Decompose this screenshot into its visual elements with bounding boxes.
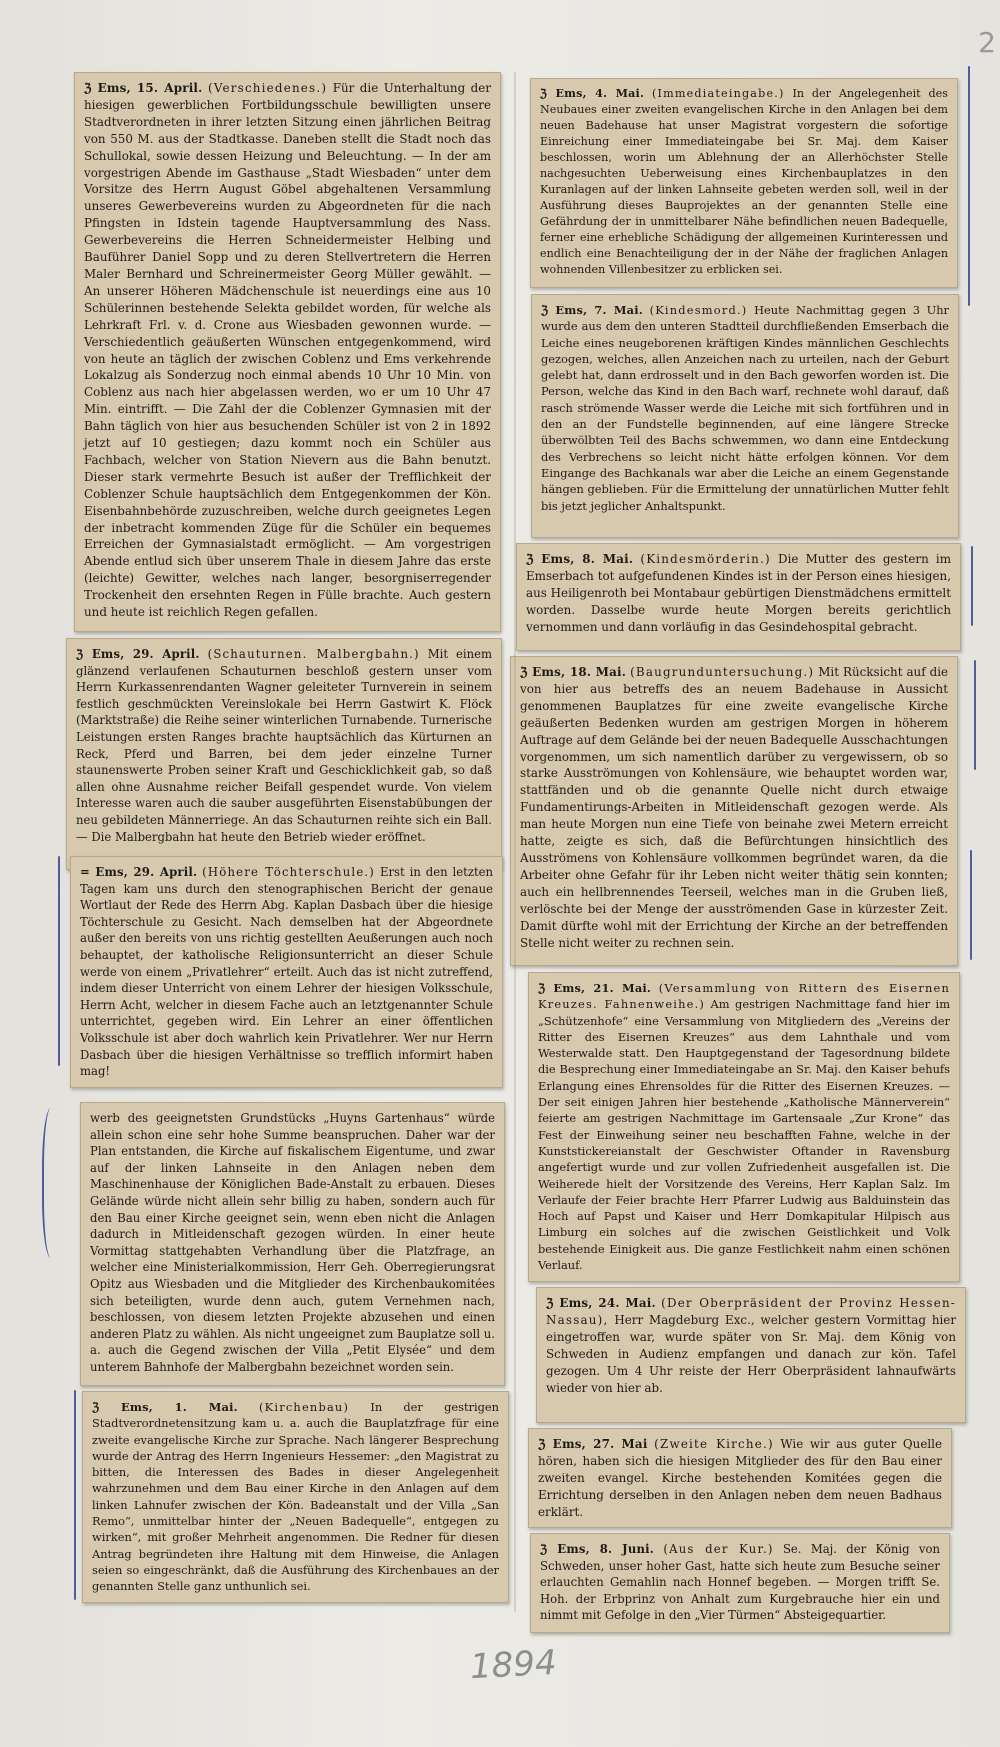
clipping-text (84, 80, 491, 621)
clipping-immediateingabe (530, 78, 958, 288)
clipping-aus-der-kur (530, 1533, 950, 1633)
clipping-dateline: ℨ Ems, 27. Mai (538, 1437, 648, 1451)
clipping-body: Mit einem glänzend verlaufenen Schauturnen beschloß gestern unser vom Herrn Kurkassenrendanten Wagner geleiteter Turnverein in seinem festlich geschmückten Vereinslokale bei Herrn Gastwirt K. Flöck (Marktstraße) die Reihe seiner winterlichen Turnabende. Turnerische Leistungen ersten Ranges brachte hauptsächlich das Kürturnen an Reck, Pferd und Barren, bei dem jeder einzelne Turner staunenswerte Proben seiner Kraft und Geschicklichkeit gab, so daß allen ohne Ausnahme reicher Beifall gespendet wurde. Von vielem Interesse waren auch die sauber ausgeführten Eisenstabübungen der neu gebildeten Männerriege. An das Schauturnen reihte sich ein Ball. — Die Malbergbahn hat heute den Betrieb wieder eröffnet. (76, 647, 493, 844)
margin-mark (514, 72, 516, 1612)
clipping-body: Für die Unterhaltung der hiesigen gewerblichen Fortbildungsschule bewilligten unsere Stadtverordneten in ihrer letzten Sitzung einen jährlichen Beitrag von 550 M. aus der Stadtkasse. Daneben stellt die Stadt noch das Schullokal, sowie dessen Heizung und Beleuchtung. — In der am vorgestrigen Abende im Gasthause „Stadt Wiesbaden“ unter dem Vorsitze des Herrn August Göbel abgehaltenen Versammlung unseres Gewerbevereins wurden zu Abgeordneten für die nach Pfingsten in Idstein tagende Hauptversammlung des Nass. Gewerbevereins die Herren Schneidermeister Helbing und Bauführer Daniel Sopp und zu deren Stellvertretern die Herren Maler Bernhard und Schreinermeister Georg Müller gewählt. — An unserer Höheren Mädchenschule ist neuerdings eine aus 10 Schülerinnen bestehende Selekta gebildet worden, für welche als Lehrkraft Frl. v. d. Crone aus Wiesbaden gewonnen wurde. — Verschiedentlich geäußerten Wünschen entgegenkommend, wird von heute an täglich der zwischen Coblenz und Ems verkehrende Lokalzug als Sonderzug noch einmal abends 10 Uhr 10 Min. von Coblenz aus nach hier abgelassen werden, wo er um 10 Uhr 47 Min. eintrifft. — Die Zahl der die Coblenzer Gymnasien mit der Bahn täglich von hier aus besuchenden Schüler ist von 2 in 1892 jetzt auf 10 gestiegen; dazu kommt noch ein Schüler aus Fachbach, welcher von Station Nievern aus die Bahn benutzt. Dieser stark vermehrte Besuch ist außer der Trefflichkeit der Coblenzer Schule hauptsächlich dem Entgegenkommen der Kön. Eisenbahnbehörde zuzuschreiben, welche durch geeignetes Legen der inbetracht kommenden Züge für die Schüler ein bequemes Erreichen der Gymnasialstadt ermöglicht. — Am vorgestrigen Abende entlud sich über unserem Thale in diesem Jahre das erste (leichte) Gewitter, welches nach langer, besorgniserregender Trockenheit den ersehnten Regen in Fülle brachte. Auch gestern und heute ist reichlich Regen gefallen. (84, 81, 492, 620)
clipping-dateline: ℨ Ems, 1. Mai. (92, 1400, 238, 1414)
margin-mark (970, 850, 972, 960)
clipping-eisernes-kreuz (528, 972, 960, 1282)
margin-mark (42, 1108, 64, 1258)
clipping-body: Erst in den letzten Tagen kam uns durch den stenographischen Bericht der genaue Wortlaut der Rede des Herrn Abg. Kaplan Dasbach über die hiesige Töchterschule zu Gesicht. Nach demselben hat der Abgeordnete außer den bereits von uns richtig gestellten Aeußerungen auch noch behauptet, der katholische Religionsunterricht an dieser Schule werde von einem „Privatlehrer“ erteilt. Auch das ist nicht zutreffend, indem dieser Unterricht von einem Lehrer der hiesigen Volksschule, Herrn Acht, welcher in diesem Fache auch an letztgenannter Schule unterrichtet, gegeben wird. Ein Lehrer an einer öffentlichen Volksschule ist aber doch wahrlich kein Privatlehrer. Wer nur Herrn Dasbach über die hiesigen Verhältnisse so trefflich informirt haben mag! (80, 865, 494, 1079)
clipping-dateline: = Ems, 29. April. (80, 865, 198, 879)
clipping-topic: (Kindesmord.) (649, 303, 748, 317)
clipping-body: werb des geeignetsten Grundstücks „Huyns Gartenhaus“ würde allein schon eine sehr hohe Summe beanspruchen. Daher war der Plan entstanden, die Kirche auf fiskalischem Eigentume, und zwar auf der linken Lahnseite in den Anlagen neben dem Maschinenhause der Königlichen Bade-Anstalt zu erbauen. Dieses Gelände würde nicht allein sehr billig zu haben, sondern auch für den Bau einer Kirche geeignet sein, wenn eben nicht die Anlagen dadurch in Mitleidenschaft gezogen würden. In einer heute Vormittag stattgehabten Verhandlung über die Platzfrage, an welcher eine Ministerialkommission, Herr Geh. Oberregierungsrat Opitz aus Wiesbaden und die Mitglieder des Kirchenbaukomitées sich beteiligten, wurde denn auch, gutem Vernehmen nach, beschlossen, von diesem letzten Projekte abzusehen und einen anderen Platz zu wählen. Als nicht ungeeignet zum Bauplatze soll u. a. auch die Gegend zwischen der Villa „Petit Elysée“ und dem unterem Bahnhofe der Malbergbahn bezeichnet worden sein. (90, 1111, 495, 1374)
clipping-kirchenbau (82, 1391, 509, 1603)
clipping-kindesmoerderin (516, 543, 961, 651)
clipping-body: In der gestrigen Stadtverordnetensitzung kam u. a. auch die Bauplatzfrage für eine zweite evangelische Kirche zur Sprache. Nach längerer Besprechung wurde der Antrag des Herrn Ingenieurs Hessemer: „den Magistrat zu bitten, die Interessen des Bades in dieser Angelegenheit wahrzunehmen und dem Bau einer Kirche in den Anlagen auf dem linken Lahnufer zwischen der Kön. Badeanstalt und der Villa „San Remo“, unmittelbar hinter der „Neuen Badequelle“, entgegen zu wirken“, mit großer Mehrheit angenommen. Die Redner für diesen Antrag begründeten ihre Haltung mit dem Hinweise, die Anlagen seien so eingeschränkt, daß die Ausführung des Kirchenbaues an der genannten Stelle ganz unthunlich sei. (92, 1400, 499, 1594)
margin-mark (968, 66, 970, 306)
clipping-dateline: ℨ Ems, 24. Mai. (546, 1296, 656, 1310)
clipping-topic: (Kirchenbau) (259, 1400, 350, 1414)
clipping-topic: (Kindesmörderin.) (640, 552, 771, 566)
clipping-body: Wie wir aus guter Quelle hören, haben sich die hiesigen Mitglieder des für den Bau einer zweiten evangel. Kirche bestehenden Komitées gegen die Errichtung derselben in den Anlagen neben dem neuen Badhaus erklärt. (538, 1437, 942, 1519)
clipping-toechterschule (70, 856, 503, 1088)
clipping-text (540, 86, 948, 278)
clipping-topic: (Aus der Kur.) (663, 1542, 774, 1556)
clipping-topic: (Immediateingabe.) (651, 87, 785, 100)
clipping-text (76, 646, 492, 845)
clipping-topic: (Verschiedenes.) (207, 81, 328, 95)
clipping-oberpraesident (536, 1287, 966, 1423)
clipping-dateline: ℨ Ems, 4. Mai. (540, 87, 645, 100)
clipping-text (520, 664, 948, 951)
handwritten-year: 1894 (469, 1642, 558, 1688)
clipping-topic: (Der Oberpräsident der Provinz Hessen-Nassau), (546, 1296, 957, 1327)
page-number: 2 (978, 26, 996, 59)
margin-mark (58, 856, 60, 1066)
clipping-text (541, 302, 949, 514)
margin-mark (74, 1390, 76, 1600)
clipping-text (538, 1436, 942, 1521)
clipping-text (538, 980, 950, 1273)
margin-mark (974, 660, 976, 770)
clipping-topic: (Versammlung von Rittern des Eisernen Kreuzes. Fahnenweihe.) (538, 981, 950, 1012)
clipping-dateline: ℨ Ems, 7. Mai. (541, 303, 643, 317)
clipping-grundstueck (80, 1102, 505, 1386)
clipping-body: Se. Maj. der König von Schweden, unser hoher Gast, hatte sich heute zum Besuche seiner erlauchten Gemahlin nach Honnef begeben. — Morgen trifft Se. Hoh. der Erbprinz von Anhalt zum Kurgebrauche hier ein und nimmt mit Gefolge in den „Vier Türmen“ Absteigequartier. (540, 1542, 940, 1623)
clipping-body: Die Mutter des gestern im Emserbach tot aufgefundenen Kindes ist in der Person eines hiesigen, aus Heiligenroth bei Montabaur gebürtigen Dienstmädchens ermittelt worden. Dasselbe wurde heute Morgen bereits gerichtlich vernommen und dann vorläufig in das Gesindehospital gebracht. (526, 552, 951, 634)
clipping-dateline: ℨ Ems, 18. Mai. (520, 665, 627, 679)
clipping-text (90, 1110, 495, 1376)
clipping-verschiedenes (74, 72, 501, 632)
clipping-text (80, 864, 493, 1080)
clipping-schauturnen (66, 638, 502, 870)
clipping-text (92, 1399, 499, 1595)
clipping-dateline: ℨ Ems, 21. Mai. (538, 981, 652, 995)
clipping-topic: (Höhere Töchterschule.) (202, 865, 376, 879)
clipping-zweite-kirche (528, 1428, 952, 1528)
clipping-dateline: ℨ Ems, 8. Juni. (540, 1542, 655, 1556)
clipping-body: In der Angelegenheit des Neubaues einer zweiten evangelischen Kirche in den Anlagen bei dem neuen Badehause hat unser Magistrat vorgestern die sofortige Einreichung einer Immediateingabe bei Sr. Maj. dem Kaiser beschlossen, worin um Ablehnung der an Allerhöchster Stelle nachgesuchten Ueberweisung eines Kirchenbauplatzes in den Kuranlagen auf der linken Lahnseite gebeten werden soll, weil in der Ausführung dieses Bauprojektes an der genannten Stelle eine Gefährdung der in unmittelbarer Nähe befindlichen neuen Badequelle, ferner eine erhebliche Schädigung der allgemeinen Kurinteressen und endlich eine Benachteiligung der in der Nähe der fraglichen Anlagen wohnenden Villenbesitzer zu erblicken sei. (540, 87, 948, 276)
clipping-body: Mit Rücksicht auf die von hier aus betreffs des an neuem Badehause in Aussicht genommenen Bauplatzes für eine zweite evangelische Kirche geäußerten Bedenken wurden am gestrigen Morgen in höherem Auftrage auf dem Gelände bei der neuen Badequelle Ausschachtungen vorgenommen, um sich namentlich darüber zu vergewissern, ob so starke Ausströmungen von Kohlensäure, wie behauptet worden war, stattfänden und ob die genannte Quelle nicht durch etwaige Fundamentirungs-Arbeiten in Mitleidenschaft gezogen werde. Als man heute Morgen nun eine Tiefe von beinahe zwei Metern erreicht hatte, zeigte es sich, daß die Befürchtungen hinsichtlich des Ausströmens von Kohlensäure vollkommen begründet waren, da die Arbeiter ohne Gefahr für ihr Leben nicht weiter thätig sein konnten; auch ein hellbrennendes Teerseil, welches man in die Gruben ließ, verlöschte bei der Menge der ausströmenden Gase in kürzester Zeit. Damit dürfte wohl mit der Errichtung der Kirche an der betreffenden Stelle nicht weiter zu rechnen sein. (520, 665, 949, 950)
margin-mark (971, 546, 973, 626)
clipping-kindesmord (531, 294, 959, 538)
clipping-text (546, 1295, 956, 1396)
clipping-body: Am gestrigen Nachmittage fand hier im „Schützenhofe“ eine Versammlung von Mitgliedern des „Vereins der Ritter des Eisernen Kreuzes“ aus dem Lahnthale und vom Westerwalde statt. Den Hauptgegenstand der Tagesordnung bildete die Besprechung einer Immediateingabe an Sr. Maj. den Kaiser behufs Erlangung eines Ehrensoldes für die Ritter des Eisernen Kreuzes. — Der seit einigen Jahren hier bestehende „Katholische Männerverein“ feierte am gestrigen Nachmittage im Gartensaale „Zur Krone“ das Fest der Einweihung seiner neu beschafften Fahne, welche in der Kunststickereianstalt der Geschwister Oftander in Ravensburg angefertigt wurde und zur vollen Zufriedenheit ausgefallen ist. Die Weiherede hielt der Vorsitzende des Vereins, Herr Kaplan Salz. Im Verlaufe der Feier brachte Herr Pfarrer Ludwig aus Balduinstein das Hoch auf Papst und Kaiser und Herr Domkapitular Hilpisch aus Limburg ein solches auf die zwischen Geistlichkeit und Volk bestehende Einigkeit aus. Die ganze Festlichkeit nahm einen schönen Verlauf. (538, 997, 950, 1273)
clipping-topic: (Schauturnen. Malbergbahn.) (207, 647, 420, 661)
clipping-text (526, 551, 951, 636)
clipping-dateline: ℨ Ems, 29. April. (76, 647, 200, 661)
clipping-dateline: ℨ Ems, 8. Mai. (526, 552, 634, 566)
clipping-topic: (Zweite Kirche.) (654, 1437, 774, 1451)
clipping-baugrund (510, 656, 958, 966)
clipping-dateline: ℨ Ems, 15. April. (84, 81, 203, 95)
clipping-topic: (Baugrunduntersuchung.) (630, 665, 815, 679)
clipping-body: Heute Nachmittag gegen 3 Uhr wurde aus dem den unteren Stadtteil durchfließenden Emserbach die Leiche eines neugeborenen kräftigen Kindes männlichen Geschlechts gezogen, welches, allen Anzeichen nach zu urteilen, nach der Geburt gelebt hat, dann erdrosselt und in den Bach geworfen worden ist. Die Person, welche das Kind in den Bach warf, rechnete wohl darauf, daß rasch strömende Wasser werde die Leiche mit sich fortführen und in den an der Fundstelle beginnenden, auf eine längere Strecke überwölbten Teil des Bachs schwemmen, wo dann eine Entdeckung des Verbrechens so leicht nicht hätte erfolgen können. Vor dem Eingange des Bachkanals war aber die Leiche an einem Gegenstande hängen geblieben. Für die Ermittelung der unnatürlichen Mutter fehlt bis jetzt jeglicher Anhaltspunkt. (541, 303, 949, 513)
clipping-body: Herr Magdeburg Exc., welcher gestern Vormittag hier eingetroffen war, wurde später von Sr. Maj. dem König von Schweden in Audienz empfangen und danach zur kön. Tafel gezogen. Um 4 Uhr reiste der Herr Oberpräsident lahnaufwärts wieder von hier ab. (546, 1312, 957, 1395)
clipping-text (540, 1541, 940, 1624)
